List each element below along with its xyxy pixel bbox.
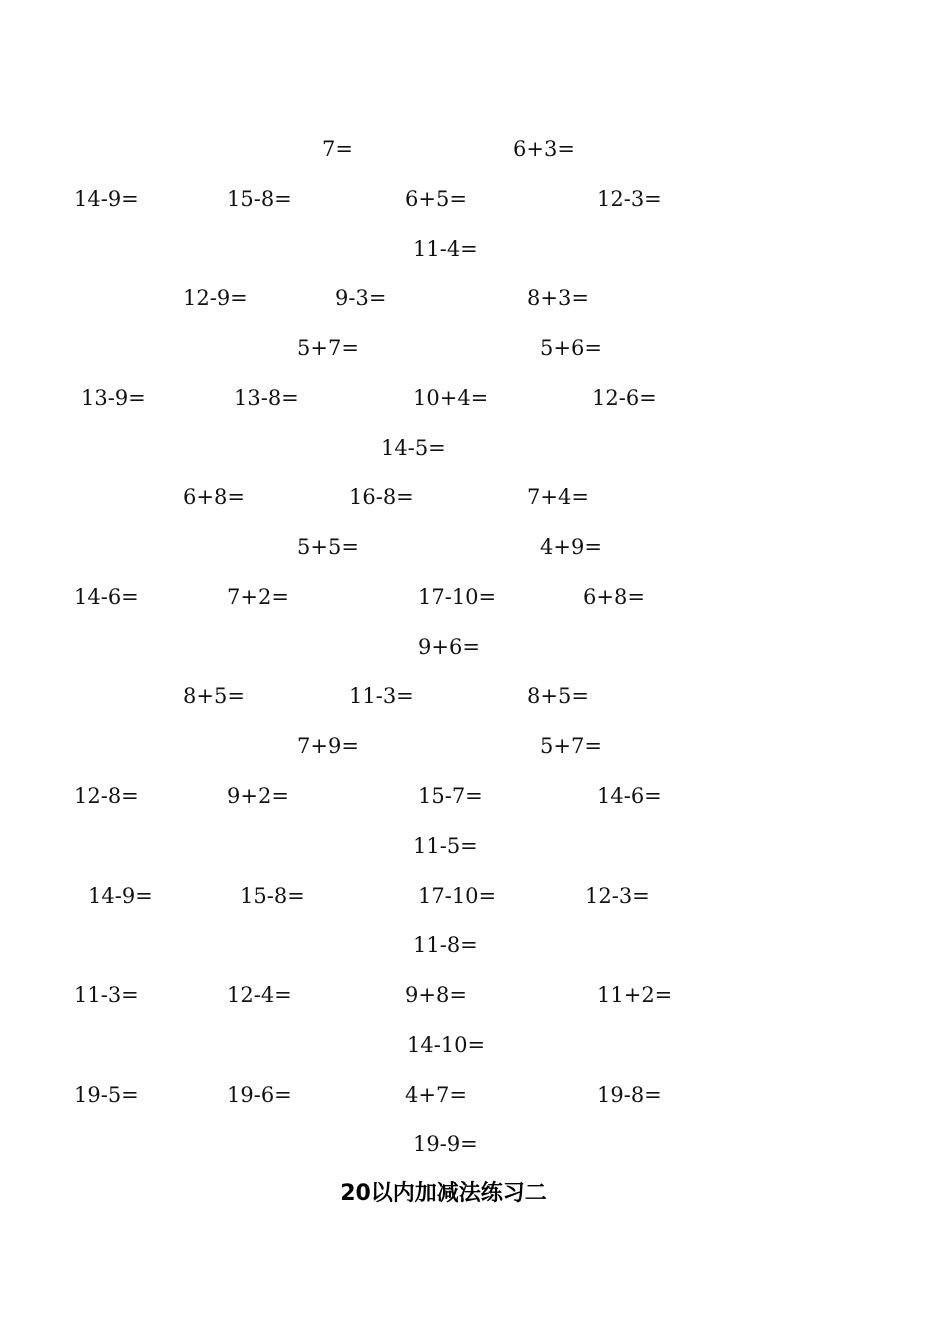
equation-row <box>0 581 950 613</box>
equation: 19-8= <box>597 1083 662 1107</box>
equation: 11+2= <box>597 983 673 1007</box>
equation: 14-6= <box>597 784 662 808</box>
equation-row <box>0 929 950 961</box>
equation: 4+7= <box>405 1083 467 1107</box>
equation: 17-10= <box>418 585 497 609</box>
equation: 7= <box>322 137 353 161</box>
equation: 12-6= <box>592 386 657 410</box>
equation: 7+9= <box>297 734 359 758</box>
equation: 13-9= <box>81 386 146 410</box>
equation-row <box>0 382 950 414</box>
equation-row <box>0 432 950 464</box>
equation: 8+5= <box>527 684 589 708</box>
equation: 9+8= <box>405 983 467 1007</box>
equation: 5+6= <box>540 336 602 360</box>
equation-row <box>0 233 950 265</box>
equation: 6+3= <box>513 137 575 161</box>
equation-row <box>0 183 950 215</box>
equation: 19-5= <box>74 1083 139 1107</box>
equation-row <box>0 1079 950 1111</box>
equation: 8+3= <box>527 286 589 310</box>
equation: 14-9= <box>74 187 139 211</box>
equation: 11-3= <box>349 684 414 708</box>
equation: 9-3= <box>335 286 387 310</box>
equation-row <box>0 1029 950 1061</box>
equation: 11-5= <box>413 834 478 858</box>
equation: 14-10= <box>407 1033 486 1057</box>
equation: 12-8= <box>74 784 139 808</box>
equation-row <box>0 730 950 762</box>
equation: 10+4= <box>413 386 489 410</box>
equation-row <box>0 481 950 513</box>
equation: 6+8= <box>183 485 245 509</box>
equation: 9+6= <box>418 635 480 659</box>
equation: 14-6= <box>74 585 139 609</box>
equation: 15-8= <box>240 884 305 908</box>
equation-row <box>0 332 950 364</box>
equation: 9+2= <box>227 784 289 808</box>
equation-row <box>0 780 950 812</box>
equation-row <box>0 531 950 563</box>
equation: 19-9= <box>413 1132 478 1156</box>
equation: 15-8= <box>227 187 292 211</box>
equation: 5+5= <box>297 535 359 559</box>
equation: 14-5= <box>381 436 446 460</box>
equation: 7+2= <box>227 585 289 609</box>
equation: 5+7= <box>540 734 602 758</box>
equation: 12-3= <box>597 187 662 211</box>
equation-row <box>0 830 950 862</box>
worksheet-title: 20以内加减法练习二 <box>340 1181 547 1206</box>
equation: 11-8= <box>413 933 478 957</box>
equation: 11-3= <box>74 983 139 1007</box>
equation: 14-9= <box>88 884 153 908</box>
equation: 13-8= <box>234 386 299 410</box>
equation-row <box>0 631 950 663</box>
equation-row <box>0 282 950 314</box>
equation: 12-3= <box>585 884 650 908</box>
equation: 7+4= <box>527 485 589 509</box>
equation-row <box>0 880 950 912</box>
equation: 19-6= <box>227 1083 292 1107</box>
equation: 15-7= <box>418 784 483 808</box>
equation-row <box>0 680 950 712</box>
equation: 5+7= <box>297 336 359 360</box>
equation: 8+5= <box>183 684 245 708</box>
equation: 11-4= <box>413 237 478 261</box>
equation: 12-9= <box>183 286 248 310</box>
equation-row <box>0 979 950 1011</box>
equation: 4+9= <box>540 535 602 559</box>
equation-row <box>0 133 950 165</box>
equation-row <box>0 1128 950 1160</box>
equation: 6+8= <box>583 585 645 609</box>
equation: 6+5= <box>405 187 467 211</box>
equation: 17-10= <box>418 884 497 908</box>
equation: 16-8= <box>349 485 414 509</box>
equation: 12-4= <box>227 983 292 1007</box>
